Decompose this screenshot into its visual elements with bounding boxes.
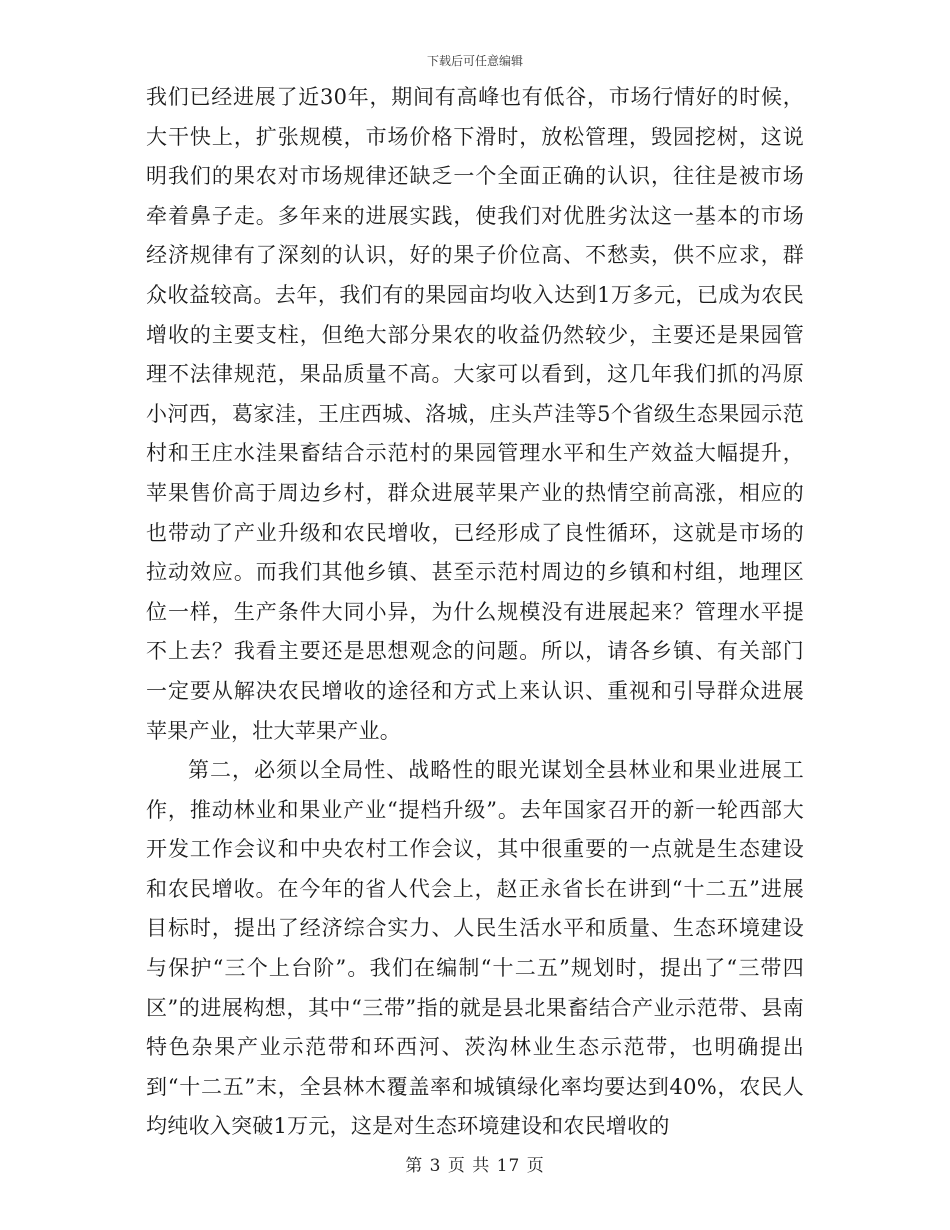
page-header: 下载后可任意编辑: [426, 54, 523, 68]
paragraph-2: 第二，必须以全局性、战略性的眼光谋划全县林业和果业进展工作，推动林业和果业产业“提档升级”。去年国家召开的新一轮西部大开发工作会议和中央农村工作会议，其中很重要的一点就是生态建设和农民增收。在今年的省人代会上，赵正永省长在讲到“十二五”进展目标时，提出了经济综合实力、人民生活水平和质量、生态环境建设与保护“三个上台阶”。我们在编制“十二五”规划时，提出了“三带四区”的进展构想，其中“三带”指的就是县北果畜结合产业示范带、县南特色杂果产业示范带和环西河、茨沟林业生态示范带，也明确提出到“十二五”末，全县林木覆盖率和城镇绿化率均要达到40%，农民人均纯收入突破1万元，这是对生态环境建设和农民增收的: [146, 758, 804, 1139]
document-body: [146, 78, 804, 1147]
paragraph-1: 我们已经进展了近30年，期间有高峰也有低谷，市场行情好的时候，大干快上，扩张规模，市场价格下滑时，放松管理，毁园挖树，这说明我们的果农对市场规律还缺乏一个全面正确的认识，往往是被市场牵着鼻子走。多年来的进展实践，使我们对优胜劣汰这一基本的市场经济规律有了深刻的认识，好的果子价位高、不愁卖，供不应求，群众收益较高。去年，我们有的果园亩均收入达到1万多元，已成为农民增收的主要支柱，但绝大部分果农的收益仍然较少，主要还是果园管理不法律规范，果品质量不高。大家可以看到，这几年我们抓的冯原小河西，葛家洼，王庄西城、洛城，庄头芦洼等5个省级生态果园示范村和王庄水洼果畜结合示范村的果园管理水平和生产效益大幅提升，苹果售价高于周边乡村，群众进展苹果产业的热情空前高涨，相应的也带动了产业升级和农民增收，已经形成了良性循环，这就是市场的拉动效应。而我们其他乡镇、甚至示范村周边的乡镇和村组，地理区位一样，生产条件大同小异，为什么规模没有进展起来？管理水平提不上去？我看主要还是思想观念的问题。所以，请各乡镇、有关部门一定要从解决农民增收的途径和方式上来认识、重视和引导群众进展苹果产业，壮大苹果产业。: [146, 85, 804, 743]
page-footer: 第 3 页 共 17 页: [405, 1156, 545, 1176]
